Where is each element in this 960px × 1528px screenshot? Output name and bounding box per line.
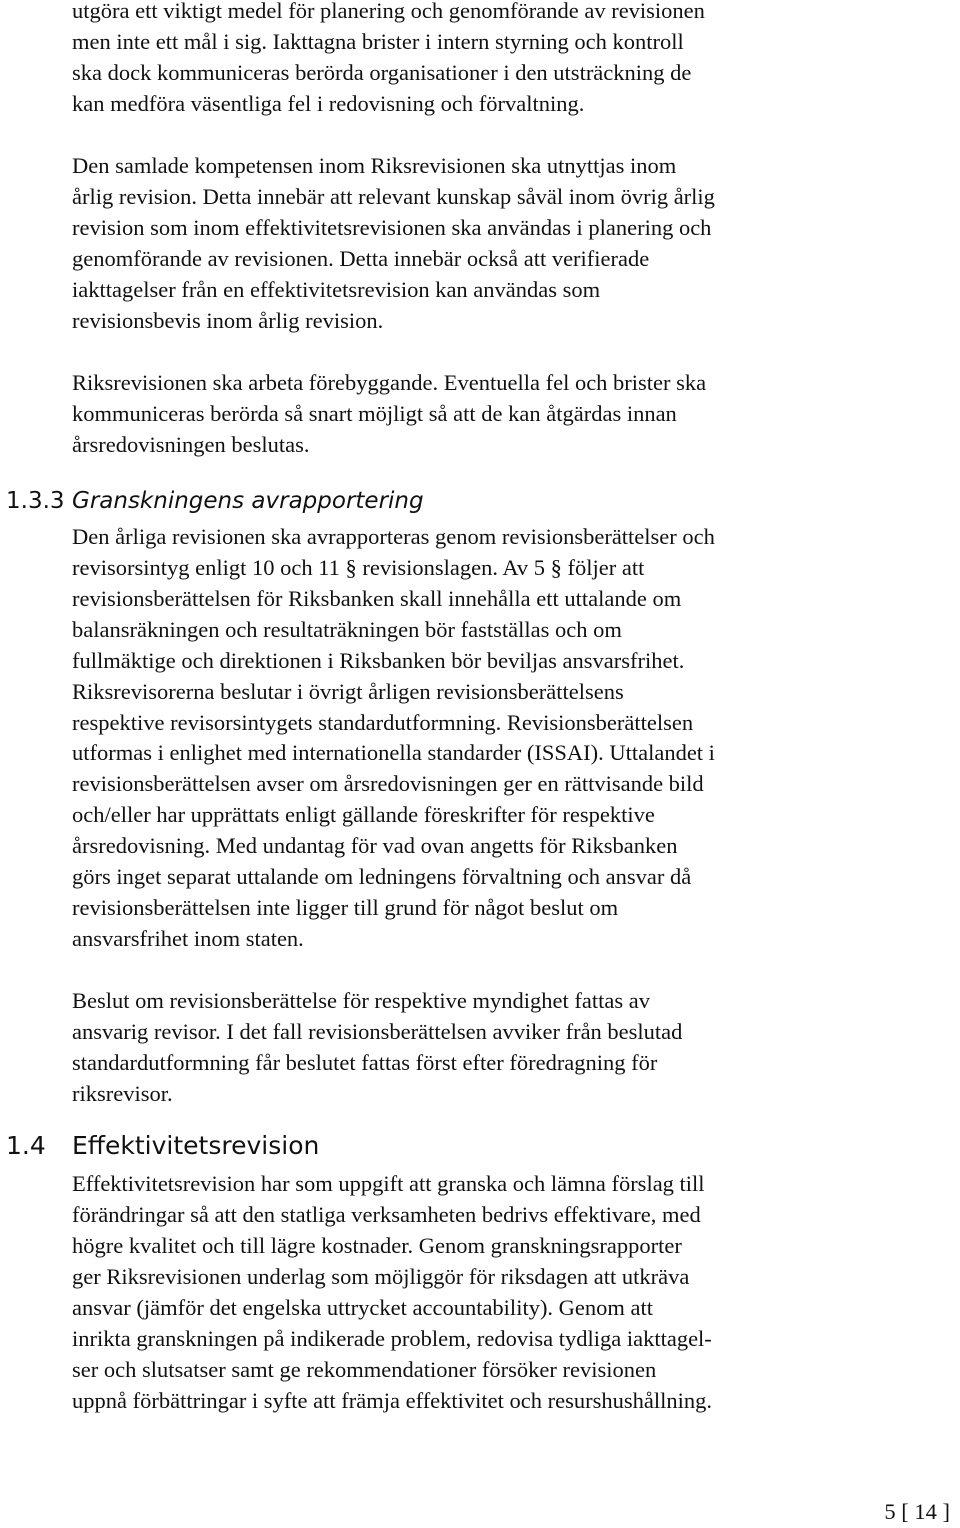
heading-number: 1.4 (6, 1131, 46, 1160)
page-number: 5 [ 14 ] (884, 1499, 950, 1524)
text-line: ska dock kommuniceras berörda organisationer i den utsträckning de (72, 60, 692, 85)
text-line: Beslut om revisionsberättelse för respektive myndighet fattas av (72, 988, 650, 1013)
text-line: utgöra ett viktigt medel för planering och genomförande av revisionen (72, 0, 705, 23)
text-line: görs inget separat uttalande om ledningens förvaltning och ansvar då (72, 864, 692, 889)
text-line: revision som inom effektivitetsrevisionen ska användas i planering och (72, 215, 712, 240)
text-line: genomförande av revisionen. Detta innebär också att verifierade (72, 246, 650, 271)
text-line: kan medföra väsentliga fel i redovisning och förvaltning. (72, 91, 585, 116)
text-line: respektive revisorsintygets standardutformning. Revisionsberättelsen (72, 710, 694, 735)
text-line: Riksrevisionen ska arbeta förebyggande. Eventuella fel och brister ska (72, 370, 707, 395)
text-line: högre kvalitet och till lägre kostnader. Genom granskningsrapporter (72, 1233, 682, 1258)
text-line: Riksrevisorerna beslutar i övrigt årligen revisionsberättelsens (72, 679, 624, 704)
text-line: revisionsberättelsen avser om årsredovisningen ger en rättvisande bild (72, 771, 704, 796)
section-heading-1-4 (6, 1131, 319, 1161)
text-line: ansvar (jämför det engelska uttrycket accountability). Genom att (72, 1295, 654, 1320)
text-line: men inte ett mål i sig. Iakttagna brister i intern styrning och kontroll (72, 29, 684, 54)
text-line: ser och slutsatser samt ge rekommendationer försöker revisionen (72, 1357, 657, 1382)
heading-title: Granskningens avrapportering (72, 488, 424, 514)
section-heading-1-3-3 (6, 486, 424, 516)
text-line: revisionsberättelsen för Riksbanken skall innehålla ett uttalande om (72, 586, 682, 611)
text-line: ansvarsfrihet inom staten. (72, 926, 304, 951)
text-line: uppnå förbättringar i syfte att främja effektivitet och resurshushållning. (72, 1388, 713, 1413)
text-line: standardutformning får beslutet fattas först efter föredragning för (72, 1050, 658, 1075)
text-line: riksrevisor. (72, 1081, 173, 1106)
text-line: och/eller har upprättats enligt gällande föreskrifter för respektive (72, 802, 655, 827)
text-line: inrikta granskningen på indikerade problem, redovisa tydliga iakttagel- (72, 1326, 712, 1351)
text-line: revisorsintyg enligt 10 och 11 § revisionslagen. Av 5 § följer att (72, 555, 645, 580)
heading-title: Effektivitetsrevision (72, 1131, 320, 1160)
text-line: Den samlade kompetensen inom Riksrevisionen ska utnyttjas inom (72, 153, 677, 178)
text-line: förändringar så att den statliga verksamheten bedrivs effektivare, med (72, 1202, 701, 1227)
text-line: Effektivitetsrevision har som uppgift att granska och lämna förslag till (72, 1171, 705, 1196)
text-line: årlig revision. Detta innebär att relevant kunskap såväl inom övrig årlig (72, 184, 715, 209)
heading-number: 1.3.3 (6, 488, 65, 514)
text-line: utformas i enlighet med internationella standarder (ISSAI). Uttalandet i (72, 740, 715, 765)
text-line: Den årliga revisionen ska avrapporteras genom revisionsberättelser och (72, 524, 715, 549)
text-line: revisionsbevis inom årlig revision. (72, 308, 384, 333)
text-line: fullmäktige och direktionen i Riksbanken bör beviljas ansvarsfrihet. (72, 648, 685, 673)
text-line: balansräkningen och resultaträkningen bör fastställas och om (72, 617, 622, 642)
text-line: iakttagelser från en effektivitetsrevision kan användas som (72, 277, 601, 302)
text-line: ansvarig revisor. I det fall revisionsberättelsen avviker från beslutad (72, 1019, 683, 1044)
text-line: kommuniceras berörda så snart möjligt så att de kan åtgärdas innan (72, 401, 677, 426)
text-line: årsredovisning. Med undantag för vad ovan angetts för Riksbanken (72, 833, 678, 858)
text-line: ger Riksrevisionen underlag som möjliggör för riksdagen att utkräva (72, 1264, 690, 1289)
text-line: revisionsberättelsen inte ligger till grund för något beslut om (72, 895, 619, 920)
text-line: årsredovisningen beslutas. (72, 432, 310, 457)
